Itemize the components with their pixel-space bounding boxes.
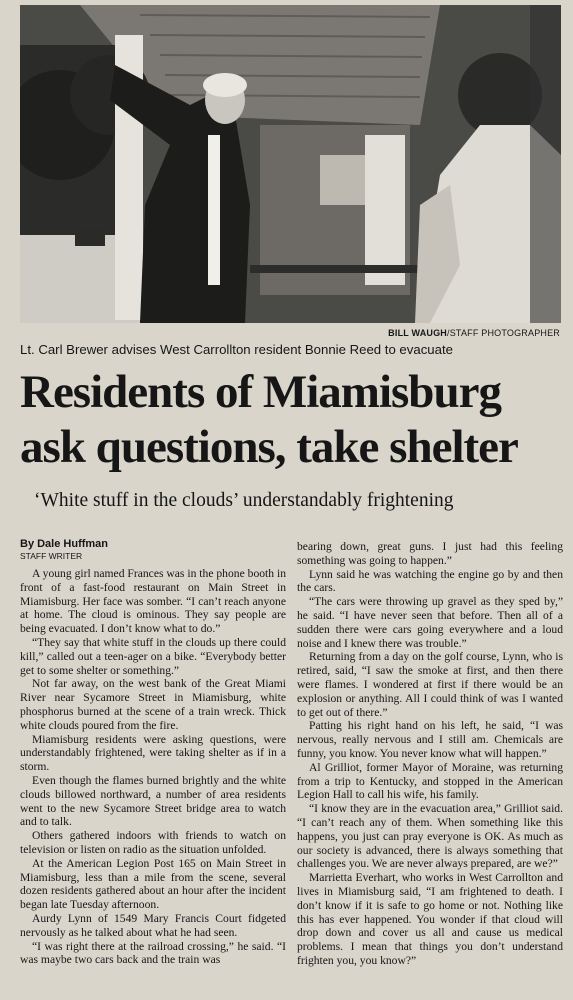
- article-column-left: [20, 567, 286, 967]
- photographer-name: BILL WAUGH: [388, 328, 448, 338]
- paragraph: Even though the flames burned brightly and the white clouds billowed northward, a number of area residents went to the new Sycamore Street bridge area to watch and to talk.: [20, 773, 286, 829]
- author-name: By Dale Huffman: [20, 538, 109, 550]
- paragraph: Marrietta Everhart, who works in West Carrollton and lives in Miamisburg said, “I am frightened to death. I don’t know if it is safe to go home or not. Nothing like this has ever happened. You wonder if that cloud will drop down and cover us all and cause us medical problems. I mean that things you don’t understand frighten you, you know?”: [297, 871, 563, 967]
- news-photo: [20, 5, 561, 323]
- paragraph: Returning from a day on the golf course, Lynn, who is retired, said, “I saw the smoke at first, and then there were flames. I wondered at first if there would be an explosion or anything. All I could think of was I wanted to get out of there.”: [297, 650, 563, 719]
- paragraph: Others gathered indoors with friends to watch on television or listen on radio as the situation unfolded.: [20, 829, 286, 856]
- paragraph: bearing down, great guns. I just had this feeling something was going to happen.”: [297, 540, 563, 567]
- paragraph: Aurdy Lynn of 1549 Mary Francis Court fidgeted nervously as he talked about what he had seen.: [20, 911, 286, 939]
- paragraph: Not far away, on the west bank of the Great Miami River near Sycamore Street in Miamisburg, white phosphorus burned at the scene of a train wreck. Thick white clouds poured from the fire.: [20, 677, 286, 732]
- author-title: STAFF WRITER: [20, 551, 83, 561]
- byline: [20, 538, 108, 561]
- paragraph: Al Grilliot, former Mayor of Moraine, was returning from a trip to Kentucky, and stopped in the American Legion Hall to call his wife, his family.: [297, 760, 563, 802]
- paragraph: At the American Legion Post 165 on Main Street in Miamisburg, less than a mile from the scene, several dozen residents gathered about an hour after the incident began late Tuesday afternoon.: [20, 856, 286, 912]
- headline: [20, 365, 565, 475]
- paragraph: “I was right there at the railroad crossing,” he said. “I was maybe two cars back and the train was: [20, 939, 286, 967]
- paragraph: “They say that white stuff in the clouds up there could kill,” called out a teen-ager on a bike. “Everybody better get to some shelter or something.”: [20, 635, 286, 677]
- photographer-role: /STAFF PHOTOGRAPHER: [447, 328, 560, 338]
- headline-line-1: Residents of Miamisburg: [20, 366, 501, 418]
- paragraph: Miamisburg residents were asking questions, were understandably frightened, were taking shelter as if in a storm.: [20, 732, 286, 774]
- paragraph: A young girl named Frances was in the phone booth in front of a fast-food restaurant on Main Street in Miamisburg. Her face was somber. “I can’t reach anyone at home. The cloud is ominous. They say people are being evacuated. I don’t know what to do.”: [20, 567, 286, 636]
- paragraph: Patting his right hand on his left, he said, “I was nervous, really nervous and I still am. Chemicals are funny, you know. You never know what will happen.”: [297, 719, 563, 760]
- paragraph: “I know they are in the evacuation area,” Grilliot said. “I can’t reach any of them. When something like this happens, you just can pray everyone is OK. As much as our society is advanced, there is always something that challenges you. We are never always prepared, are we?”: [297, 802, 563, 871]
- headline-line-2: ask questions, take shelter: [20, 421, 518, 473]
- photo-illustration: [20, 5, 561, 323]
- paragraph: “The cars were throwing up gravel as they sped by,” he said. “I have never seen that before. Then all of a sudden there were cars going everywhere and a loud noise and I knew there was trouble.”: [297, 595, 563, 650]
- photo-credit: [20, 328, 560, 338]
- subheadline: ‘White stuff in the clouds’ understandably frightening: [34, 490, 454, 511]
- photo-caption: Lt. Carl Brewer advises West Carrollton resident Bonnie Reed to evacuate: [20, 342, 453, 357]
- paragraph: Lynn said he was watching the engine go by and then the cars.: [297, 567, 563, 595]
- article-column-right: [297, 540, 563, 968]
